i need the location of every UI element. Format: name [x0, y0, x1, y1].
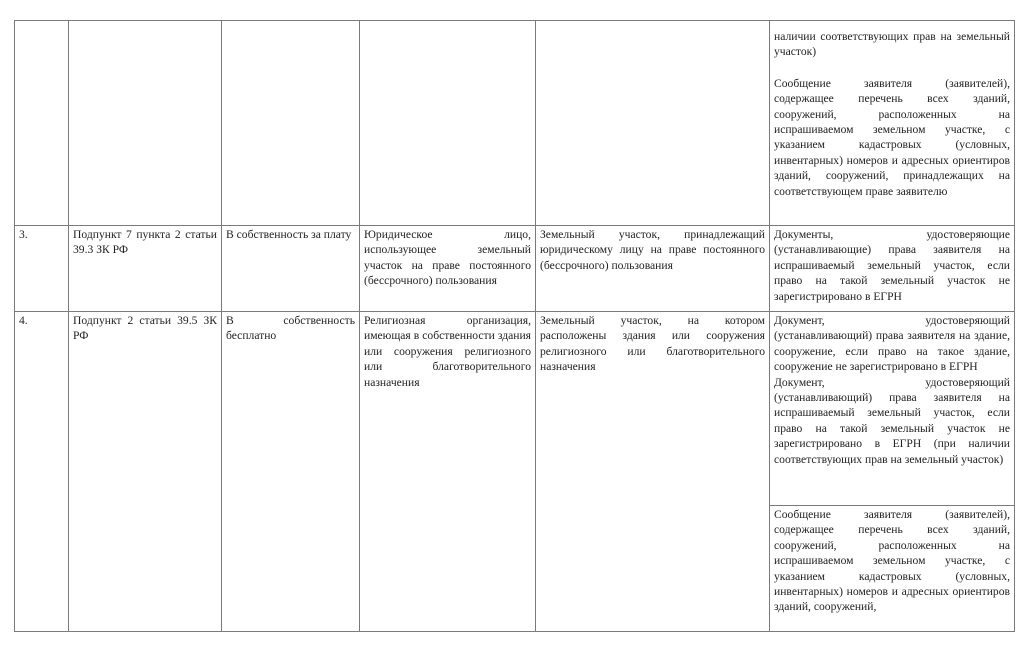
documents-land-rights: Документ, удостоверяющий (устанавливающий) права заявителя на испрашиваемый земельный участок, если право на такой земельный участок не зарегистрировано в ЕГРН (при наличии соответствующих прав на земельный участок) — [774, 375, 1010, 466]
right-type: В собственность за плату — [222, 226, 360, 312]
documents-tail-text: наличии соответствующих прав на земельный участок) — [774, 30, 1010, 59]
table-row — [15, 226, 1015, 312]
documents-message: Сообщение заявителя (заявителей), содержащее перечень всех зданий, сооружений, расположенных на испрашиваемом земельном участке, с указанием кадастровых (условных, инвентарных) номеров и адресных ориентиров зданий, сооружений, — [770, 506, 1015, 632]
cell-right-empty — [222, 21, 360, 226]
cell-num-empty — [15, 21, 69, 226]
required-documents: Документы, удостоверяющие (устанавливающие) права заявителя на испрашиваемый земельный участок, если право на такой земельный участок не зарегистрировано в ЕГРН — [770, 226, 1015, 312]
row-number: 4. — [15, 312, 69, 632]
applicant: Религиозная организация, имеющая в собственности здания или сооружения религиозного или благотворительного назначения — [360, 312, 536, 632]
cell-parcel-empty — [536, 21, 770, 226]
cell-documents — [770, 21, 1015, 226]
cell-applicant-empty — [360, 21, 536, 226]
required-documents — [770, 312, 1015, 506]
land-parcel: Земельный участок, на котором расположены здания или сооружения религиозного или благотворительного назначения — [536, 312, 770, 632]
row-number: 3. — [15, 226, 69, 312]
documents-message-text: Сообщение заявителя (заявителей), содержащее перечень всех зданий, сооружений, расположенных на испрашиваемом земельном участке, с указанием кадастровых (условных, инвентарных) номеров и адресных ориентиров зданий, сооружений, принадлежащих на соответствующем праве заявителю — [774, 76, 1010, 198]
land-parcel: Земельный участок, принадлежащий юридическому лицу на праве постоянного (бессрочного) пользования — [536, 226, 770, 312]
documents-building-rights: Документ, удостоверяющий (устанавливающий) права заявителя на здание, сооружение, если право на такое здание, сооружение не зарегистрировано в ЕГРН — [774, 314, 1010, 374]
table-row-continued — [15, 21, 1015, 226]
table-row — [15, 312, 1015, 506]
cell-basis-empty — [69, 21, 222, 226]
legal-basis: Подпункт 2 статьи 39.5 ЗК РФ — [69, 312, 222, 632]
applicant: Юридическое лицо, использующее земельный участок на праве постоянного (бессрочного) пользования — [360, 226, 536, 312]
land-rights-table — [14, 20, 1015, 632]
legal-basis: Подпункт 7 пункта 2 статьи 39.3 ЗК РФ — [69, 226, 222, 312]
right-type: В собственность бесплатно — [222, 312, 360, 632]
